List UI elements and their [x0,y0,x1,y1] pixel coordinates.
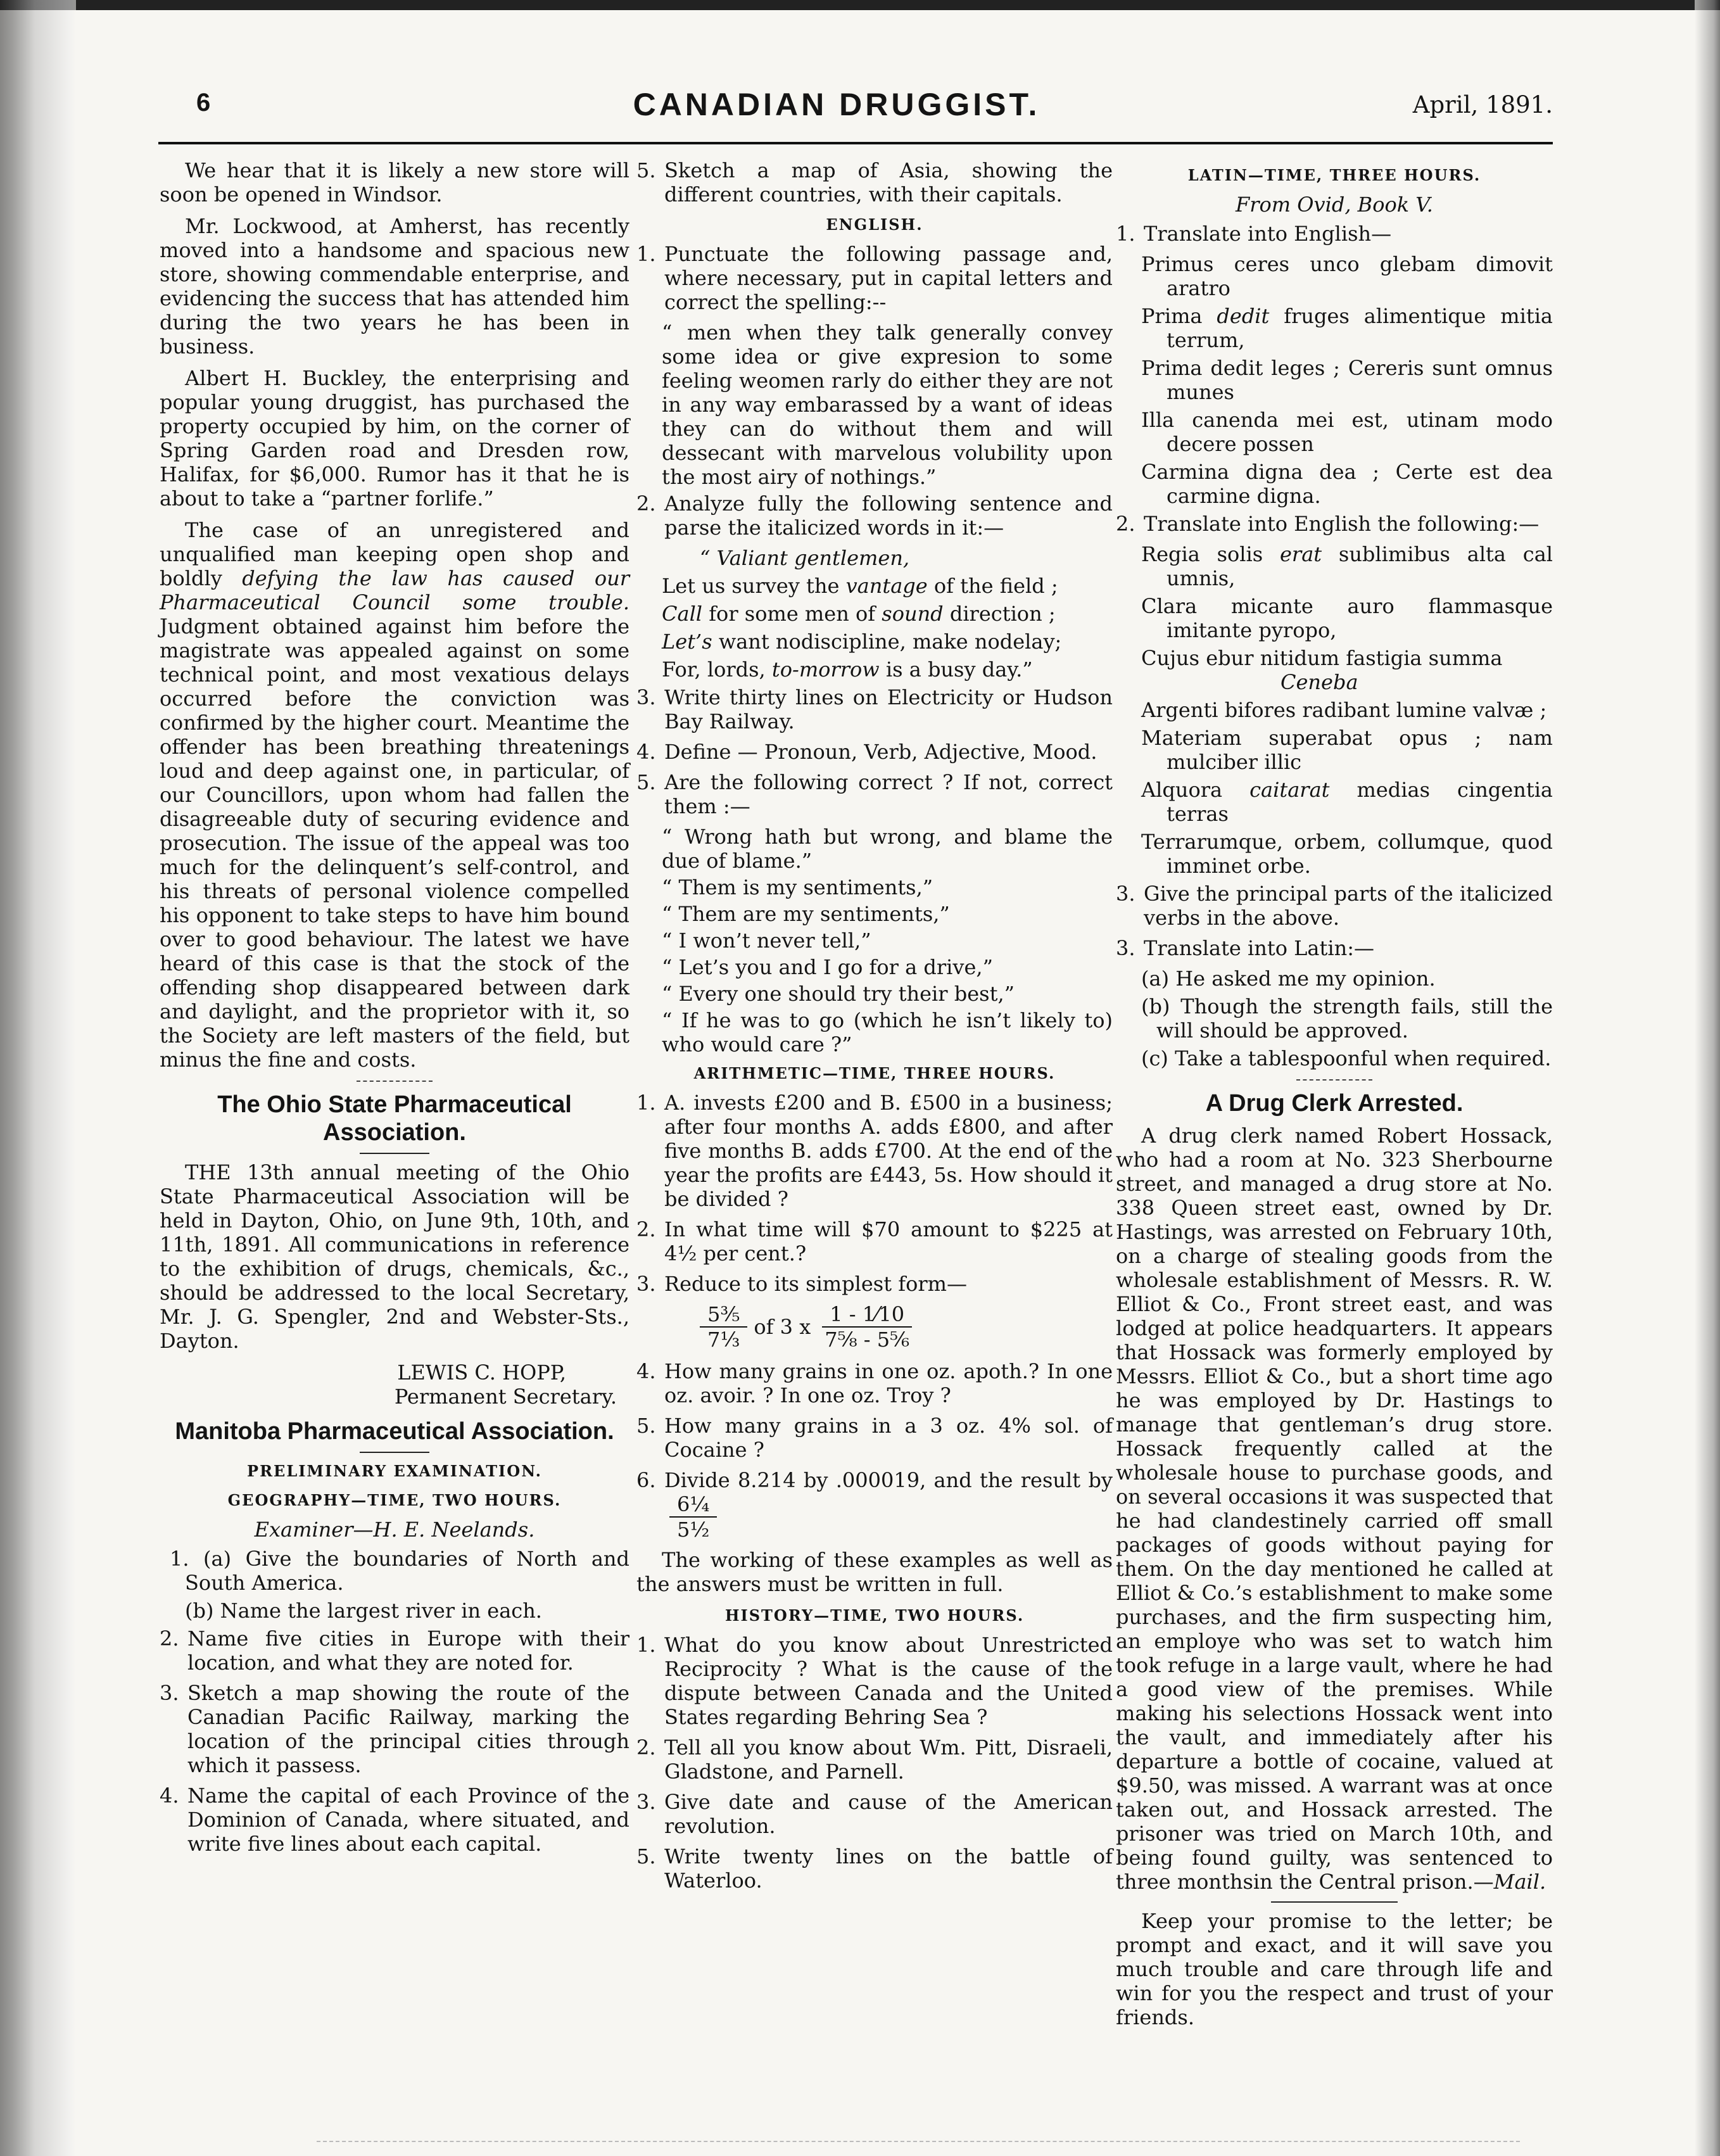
fraction-expression [636,1302,1113,1352]
fraction-operator: of 3 x [754,1315,811,1339]
eng-question-5: 5. Are the following correct ? If not, correct them :— [636,770,1113,818]
arith-question-4: 4. How many grains in one oz. apoth.? In one oz. avoir. ? In one oz. Troy ? [636,1359,1113,1407]
prelim-heading: PRELIMINARY EXAMINATION. [247,1462,542,1480]
verse-line-5: For, lords, to-morrow is a busy day.” [662,657,1033,682]
geo-question-4: 4. Name the capital of each Province of the Dominion of Canada, where situated, and write five lines about each capital. [160,1784,629,1856]
scan-top-edge [0,0,1720,10]
arith-question-1: 1. A. invests £200 and B. £500 in a business; after four months A. adds £800, and after five months B. adds £700. At the end of the year the profits are £443, 5s. How should it be divided ? [636,1091,1113,1211]
fraction-divisor: $\frac{\text{6¼}}{\text{5½}}$ [669,1492,717,1542]
ohio-heading: The Ohio State Pharmaceutical Association. [217,1091,572,1146]
separator [357,1081,433,1082]
column-3 [1116,158,1553,2037]
hist-question-2: 2. Tell all you know about Wm. Pitt, Disraeli, Gladstone, and Parnell. [636,1735,1113,1784]
eng-question-3: 3. Write thirty lines on Electricity or Hudson Bay Railway. [636,685,1113,733]
news-unregistered-case: The case of an unregistered and unqualified man keeping open shop and boldly defying the law has caused our Pharmaceutical Council some trouble. Judgment obtained against him before the magistrate was appealed against on some technical point, and most vexatious delays occurred before the conviction was confirmed by the higher court. Meantime the offender has been breathing threatenings loud and deep against one, in particular, of our Councillors, upon whom had fallen the disagreeable duty of securing evidence and prosecution. The issue of the appeal was too much for the delinquent’s self-control, and his threats of personal violence compelled his opponent to take steps to have him bound over to good behaviour. The latest we have heard of this case is that the stock of the offending shop disappeared between dark and daylight, and the proprietor with it, so the Society are left masters of the field, but minus the fine and costs. [160,518,630,1072]
separator [1271,1901,1398,1903]
latin-passage-line-2: Clara micante auro flammasque imitante pyropo, [1141,594,1553,642]
separator [1296,1079,1372,1081]
page-number: 6 [196,89,211,117]
promise-maxim: Keep your promise to the letter; be prompt and exact, and it will save you much trouble and care through life and win for you the respect and trust of your friends. [1116,1909,1553,2029]
arith-note: The working of these examples as well as the answers must be written in full. [636,1548,1113,1596]
correction-7: “ If he was to go (which he isn’t likely to) who would care ?” [662,1008,1113,1056]
verse-line-1: “ Valiant gentlemen, [700,546,910,570]
latin-source: From Ovid, Book V. [1236,193,1433,217]
correction-1: “ Wrong hath but wrong, and blame the due of blame.” [662,825,1113,873]
signature-name: LEWIS C. HOPP, [397,1360,566,1385]
page-header [120,89,1553,139]
news-windsor: We hear that it is likely a new store will soon be opened in Windsor. [160,158,629,206]
geo-question-3: 3. Sketch a map showing the route of the Canadian Pacific Railway, marking the location of the principal cities through which it passess. [160,1681,629,1777]
geo-question-5: 5. Sketch a map of Asia, showing the different countries, with their capitals. [636,158,1113,206]
separator [360,1153,429,1154]
correction-6: “ Every one should try their best,” [662,982,1015,1006]
latin-passage-line-7: Terrarumque, orbem, collumque, quod imminet orbe. [1141,830,1553,878]
eng-question-4: 4. Define — Pronoun, Verb, Adjective, Mood. [636,740,1097,764]
scan-left-edge [0,0,76,2156]
latin-question-4: 3. Translate into Latin:— [1116,936,1374,960]
publication-title: CANADIAN DRUGGIST. [633,87,1040,122]
column-2 [636,158,1113,1899]
eng-question-2: 2. Analyze fully the following sentence and parse the italicized words in it:— [636,491,1113,540]
latin-passage-line-4: Argenti bifores radibant lumine valvæ ; [1141,698,1547,722]
fraction-right: $\frac{1 - 1⁄10}{\text{7⅝ - 5⅚}}$ [817,1302,917,1352]
history-heading: HISTORY—TIME, TWO HOURS. [724,1606,1025,1625]
verse-line-4: Let’s want nodiscipline, make nodelay; [662,630,1062,654]
arith-question-3: 3. Reduce to its simplest form— [636,1272,967,1296]
latin-passage-line-5: Materiam superabat opus ; nam mulciber illic [1141,726,1553,774]
correction-2: “ Them is my sentiments,” [662,875,933,899]
arith-question-5: 5. How many grains in a 3 oz. 4% sol. of Cocaine ? [636,1414,1113,1462]
latin-line-5: Carmina digna dea ; Certe est dea carmine digna. [1141,460,1553,508]
examiner-line: Examiner—H. E. Neelands. [254,1518,535,1542]
column-1 [160,158,629,1862]
fraction-left: $\frac{\text{5⅗}}{\text{7⅓}}$ [700,1302,747,1352]
issue-date: April, 1891. [1412,91,1553,118]
latin-passage-line-1: Regia solis erat sublimibus alta cal umnis, [1141,542,1553,590]
latin-heading: LATIN—TIME, THREE HOURS. [1187,166,1481,184]
eng-question-1: 1. Punctuate the following passage and, where necessary, put in capital letters and correct the spelling:-- [636,242,1113,314]
drug-clerk-heading: A Drug Clerk Arrested. [1205,1090,1464,1117]
signature-title: Permanent Secretary. [394,1385,617,1409]
latin-task-a: (a) He asked me my opinion. [1141,967,1436,991]
ohio-notice: THE 13th annual meeting of the Ohio State Pharmaceutical Association will be held in Dayton, Ohio, on June 9th, 10th, and 11th, 1891. All communications in reference to the exhibition of drugs, chemicals, &c., should be addressed to the local Secretary, Mr. J. G. Spengler, 2nd and Webster-Sts., Dayton. [160,1160,629,1353]
geo-question-1a: 1. (a) Give the boundaries of North and South America. [170,1547,629,1595]
latin-line-3: Prima dedit leges ; Cereris sunt omnus munes [1141,356,1553,404]
english-heading: ENGLISH. [826,215,923,234]
arithmetic-heading: ARITHMETIC—TIME, THREE HOURS. [693,1064,1056,1082]
latin-question-2: 2. Translate into English the following:— [1116,512,1540,536]
verse-line-2: Let us survey the vantage of the field ; [662,574,1058,598]
separator [360,1452,429,1453]
verse-line-3: Call for some men of sound direction ; [662,602,1056,626]
latin-line-1: Primus ceres unco glebam dimovit aratro [1141,252,1553,300]
arith-question-6: 6. Divide 8.214 by .000019, and the result by $\frac{\text{6¼}}{\text{5½}}$ [636,1468,1113,1542]
latin-line-4: Illa canenda mei est, utinam modo decere possen [1141,408,1553,456]
latin-question-3: 3. Give the principal parts of the italicized verbs in the above. [1116,882,1553,930]
latin-task-b: (b) Though the strength fails, still the will should be approved. [1141,994,1553,1043]
geography-heading: GEOGRAPHY—TIME, TWO HOURS. [227,1491,562,1509]
geo-question-2: 2. Name five cities in Europe with their location, and what they are noted for. [160,1627,629,1675]
geo-question-1b: (b) Name the largest river in each. [185,1599,542,1623]
scan-right-edge [1695,0,1720,2156]
hist-question-4: 5. Write twenty lines on the battle of Waterloo. [636,1844,1113,1893]
eng-passage: “ men when they talk generally convey some idea or give expresion to some feeling weomen rarly do either they are not in any way embarassed by a want of ideas they can do without them and will dessecant with marvelous volubility upon the most airy of nothings.” [662,320,1113,489]
latin-line-2: Prima dedit fruges alimentique mitia terrum, [1141,304,1553,352]
latin-question-1: 1. Translate into English— [1116,222,1392,246]
manitoba-heading: Manitoba Pharmaceutical Association. [175,1418,614,1445]
drug-clerk-article: A drug clerk named Robert Hossack, who had a room at No. 323 Sherbourne street, and managed a drug store at No. 338 Queen street east, owned by Dr. Hastings, was arrested on February 10th, on a charge of stealing goods from the wholesale establishment of Messrs. R. W. Elliot & Co., Front street east, and was lodged at police headquarters. It appears that Hossack was formerly employed by Messrs. Elliot & Co., but a short time ago he was employed by Dr. Hastings to manage that gentleman’s drug store. Hossack frequently called at the wholesale house to purchase goods, and on several occasions it was suspected that he had clandestinely carried off small packages of goods without paying for them. On the day mentioned he called at Elliot & Co.’s establishment to make some purchases, and the firm suspecting him, an employe who was set to watch him took refuge in a large vault, where he had a good view of the premises. While making his selections Hossack went into the vault, and immediately after his departure a bottle of cocaine, valued at $9.50, was missed. A warrant was at once taken out, and Hossack arrested. The prisoner was tried on March 10th, and being found guilty, was sentenced to three monthsin the Central prison.—Mail. [1116,1124,1553,1894]
correction-5: “ Let’s you and I go for a drive,” [662,955,993,979]
hist-question-3: 3. Give date and cause of the American revolution. [636,1790,1113,1838]
correction-3: “ Them are my sentiments,” [662,902,950,926]
correction-4: “ I won’t never tell,” [662,929,871,953]
latin-passage-line-3: Cujus ebur nitidum fastigia summa Ceneba [1141,646,1503,694]
latin-passage-line-6: Alquora caitarat medias cingentia terras [1141,778,1553,826]
arith-question-2: 2. In what time will $70 amount to $225 at 4½ per cent.? [636,1217,1113,1265]
header-rule [158,142,1553,144]
news-lockwood: Mr. Lockwood, at Amherst, has recently moved into a handsome and spacious new store, showing commendable enterprise, and evidencing the success that has attended him during the two years he has been in business. [160,214,629,358]
news-buckley: Albert H. Buckley, the enterprising and popular young druggist, has purchased the property occupied by him, on the corner of Spring Garden road and Dresden row, Halifax, for $6,000. Rumor has it that he is about to take a “partner forlife.” [160,366,629,510]
hist-question-1: 1. What do you know about Unrestricted Reciprocity ? What is the cause of the dispute between Canada and the United States regarding Behring Sea ? [636,1633,1113,1729]
scan-bottom-marks [317,2141,1520,2142]
latin-task-c: (c) Take a tablespoonful when required. [1141,1046,1552,1070]
